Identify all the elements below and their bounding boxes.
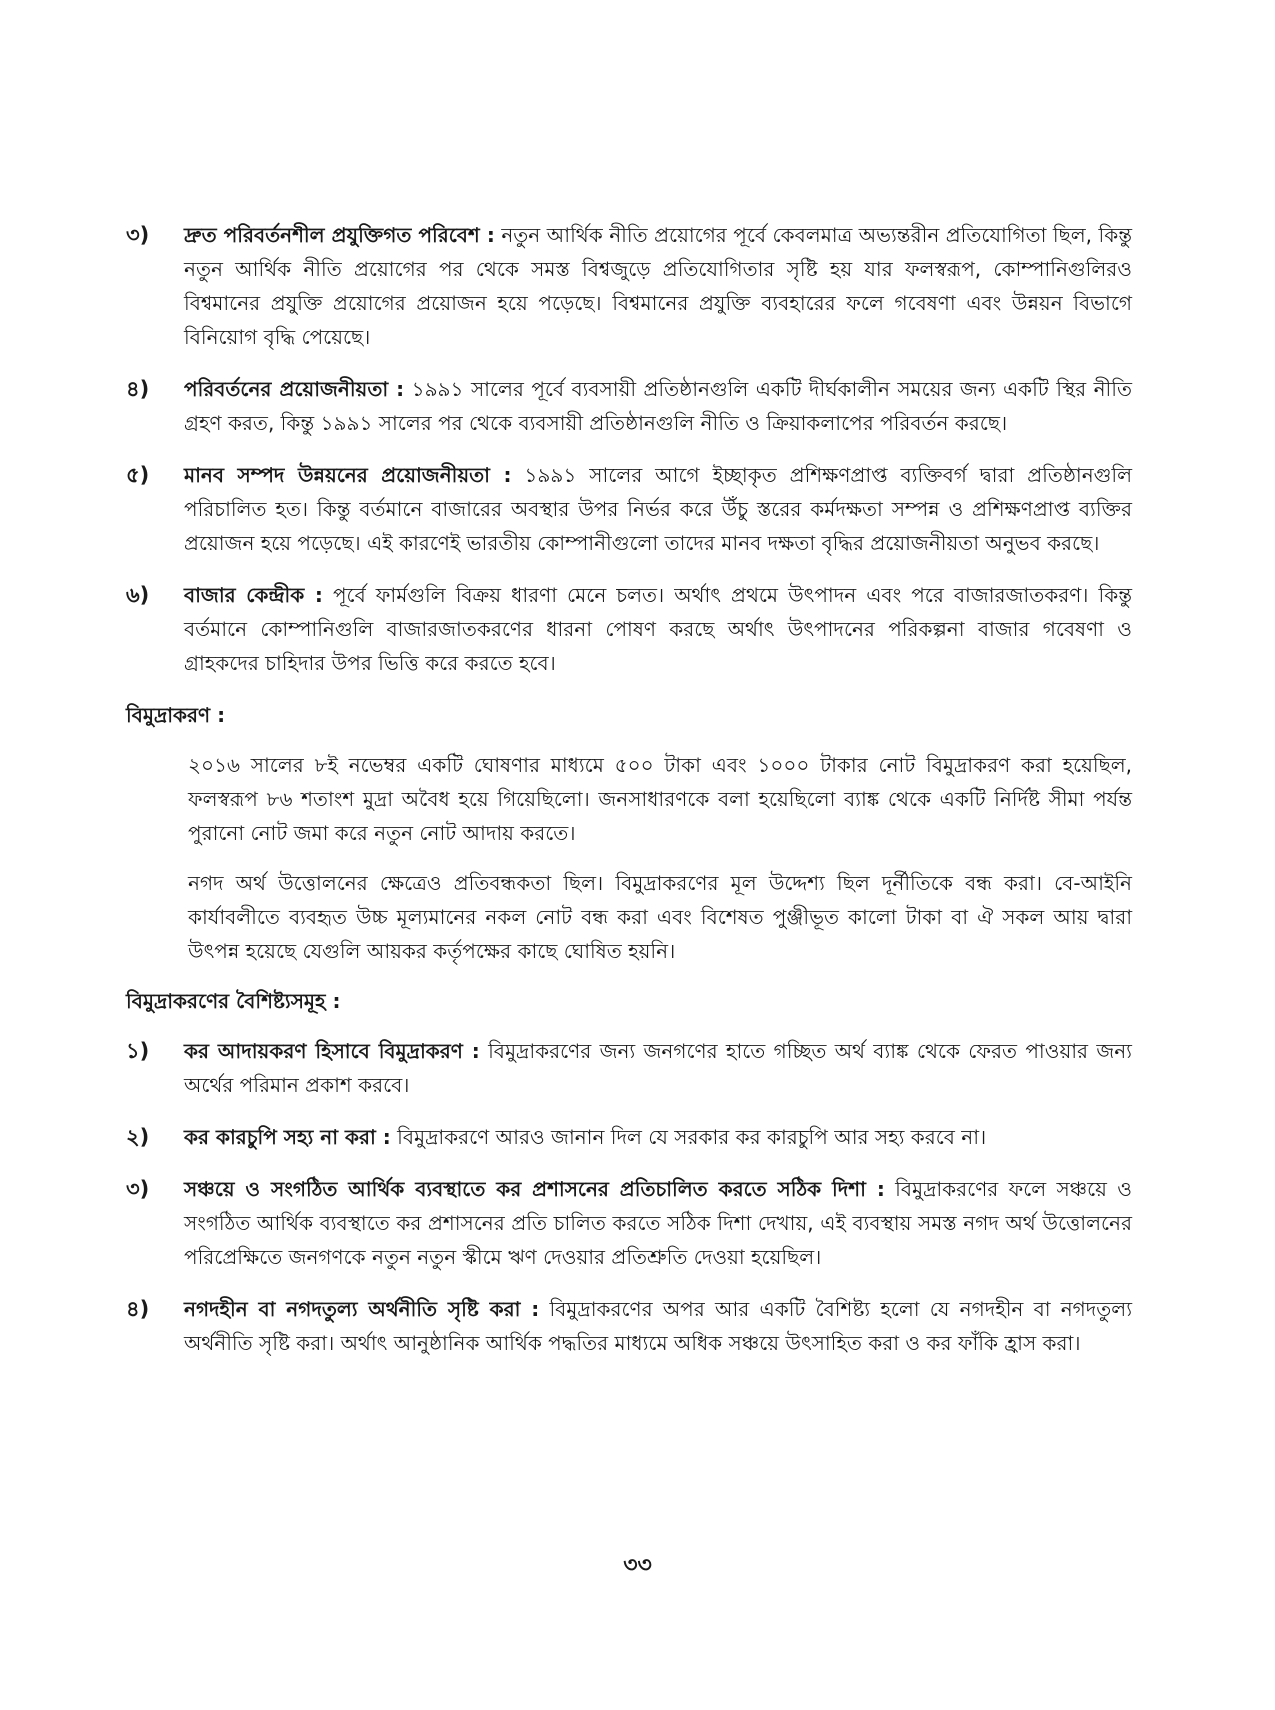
item-lead: দ্রুত পরিবর্তনশীল প্রযুক্তিগত পরিবেশ :	[184, 223, 495, 247]
item-number: ৩)	[126, 223, 150, 247]
list-item	[126, 1172, 1132, 1274]
item-body	[184, 1120, 1132, 1154]
item-number: ৫)	[126, 463, 150, 487]
page-content	[126, 218, 1132, 1378]
item-text: বিমুদ্রাকরণের ফলে সঞ্চয়ে ও সংগঠিত আর্থিক ব্যবস্থাতে কর প্রশাসনের প্রতি চালিত করতে সঠিক দিশা দেখায়, এই ব্যবস্থায় সমস্ত নগদ অর্থ উত্তোলনের পরিপ্রেক্ষিতে জনগণকে নতুন নতুন স্কীমে ঋণ দেওয়ার প্রতিশ্রুতি দেওয়া হয়েছিল।	[184, 1177, 1132, 1269]
item-lead: বাজার কেন্দ্রীক :	[184, 583, 323, 607]
list-item	[126, 578, 1132, 680]
paragraph: ২০১৬ সালের ৮ই নভেম্বর একটি ঘোষণার মাধ্যমে ৫০০ টাকা এবং ১০০০ টাকার নোট বিমুদ্রাকরণ করা হয়েছিল, ফলস্বরূপ ৮৬ শতাংশ মুদ্রা অবৈধ হয়ে গিয়েছিলো। জনসাধারণকে বলা হয়েছিলো ব্যাঙ্ক থেকে একটি নির্দিষ্ট সীমা পর্যন্ত পুরানো নোট জমা করে নতুন নোট আদায় করতে।	[188, 753, 1132, 845]
item-body	[184, 1172, 1132, 1274]
item-number: ১)	[126, 1039, 150, 1063]
item-lead: নগদহীন বা নগদতুল্য অর্থনীতি সৃষ্টি করা :	[184, 1297, 540, 1321]
item-number: ২)	[126, 1125, 150, 1149]
item-body	[184, 1034, 1132, 1102]
item-text: বিমুদ্রাকরণের অপর আর একটি বৈশিষ্ট্য হলো যে নগদহীন বা নগদতুল্য অর্থনীতি সৃষ্টি করা। অর্থাৎ আনুষ্ঠানিক আর্থিক পদ্ধতির মাধ্যমে অধিক সঞ্চয়ে উৎসাহিত করা ও কর ফাঁকি হ্রাস করা।	[184, 1297, 1132, 1355]
item-text: নতুন আর্থিক নীতি প্রয়োগের পূর্বে কেবলমাত্র অভ্যন্তরীন প্রতিযোগিতা ছিল, কিন্তু নতুন আর্থিক নীতি প্রয়োগের পর থেকে সমস্ত বিশ্বজুড়ে প্রতিযোগিতার সৃষ্টি হয় যার ফলস্বরূপ, কোম্পানিগুলিরও বিশ্বমানের প্রযুক্তি প্রয়োগের প্রয়োজন হয়ে পড়েছে। বিশ্বমানের প্রযুক্তি ব্যবহারের ফলে গবেষণা এবং উন্নয়ন বিভাগে বিনিয়োগ বৃদ্ধি পেয়েছে।	[184, 223, 1132, 349]
list-item	[126, 1120, 1132, 1154]
paragraph: নগদ অর্থ উত্তোলনের ক্ষেত্রেও প্রতিবন্ধকতা ছিল। বিমুদ্রাকরণের মূল উদ্দেশ্য ছিল দূর্নীতিকে বন্ধ করা। বে-আইনি কার্যাবলীতে ব্যবহৃত উচ্চ মূল্যমানের নকল নোট বন্ধ করা এবং বিশেষত পুঞ্জীভূত কালো টাকা বা ঐ সকল আয় দ্বারা উৎপন্ন হয়েছে যেগুলি আয়কর কর্তৃপক্ষের কাছে ঘোষিত হয়নি।	[188, 871, 1132, 963]
item-number: ৬)	[126, 583, 150, 607]
item-lead: মানব সম্পদ উন্নয়নের প্রয়োজনীয়তা :	[184, 463, 512, 487]
list-item	[126, 1034, 1132, 1102]
list-item	[126, 458, 1132, 560]
list-item	[126, 218, 1132, 354]
item-lead: কর কারচুপি সহ্য না করা :	[184, 1125, 391, 1149]
page-number: ৩৩	[623, 1553, 652, 1578]
section-heading: বিমুদ্রাকরণ :	[126, 703, 226, 727]
item-lead: পরিবর্তনের প্রয়োজনীয়তা :	[184, 377, 405, 401]
list-item	[126, 1292, 1132, 1360]
item-text: পূর্বে ফার্মগুলি বিক্রয় ধারণা মেনে চলত। অর্থাৎ প্রথমে উৎপাদন এবং পরে বাজারজাতকরণ। কিন্তু বর্তমানে কোম্পানিগুলি বাজারজাতকরণের ধারনা পোষণ করছে অর্থাৎ উৎপাদনের পরিকল্পনা বাজার গবেষণা ও গ্রাহকদের চাহিদার উপর ভিত্তি করে করতে হবে।	[184, 583, 1132, 675]
item-lead: কর আদায়করণ হিসাবে বিমুদ্রাকরণ :	[184, 1039, 480, 1063]
item-body	[184, 218, 1132, 354]
item-number: ৪)	[126, 377, 150, 401]
item-text: বিমুদ্রাকরণের জন্য জনগণের হাতে গচ্ছিত অর্থ ব্যাঙ্ক থেকে ফেরত পাওয়ার জন্য অর্থের পরিমান প্রকাশ করবে।	[184, 1039, 1132, 1097]
item-lead: সঞ্চয়ে ও সংগঠিত আর্থিক ব্যবস্থাতে কর প্রশাসনের প্রতিচালিত করতে সঠিক দিশা :	[184, 1177, 885, 1201]
item-text: ১৯৯১ সালের পূর্বে ব্যবসায়ী প্রতিষ্ঠানগুলি একটি দীর্ঘকালীন সময়ের জন্য একটি স্থির নীতি গ্রহণ করত, কিন্তু ১৯৯১ সালের পর থেকে ব্যবসায়ী প্রতিষ্ঠানগুলি নীতি ও ক্রিয়াকলাপের পরিবর্তন করছে।	[184, 377, 1132, 435]
item-body	[184, 1292, 1132, 1360]
item-text: বিমুদ্রাকরণে আরও জানান দিল যে সরকার কর কারচুপি আর সহ্য করবে না।	[390, 1125, 987, 1149]
list-item	[126, 372, 1132, 440]
item-number: ৪)	[126, 1297, 150, 1321]
item-text: ১৯৯১ সালের আগে ইচ্ছাকৃত প্রশিক্ষণপ্রাপ্ত ব্যক্তিবর্গ দ্বারা প্রতিষ্ঠানগুলি পরিচালিত হত। কিন্তু বর্তমানে বাজারের অবস্থার উপর নির্ভর করে উঁচু স্তরের কর্মদক্ষতা সম্পন্ন ও প্রশিক্ষণপ্রাপ্ত ব্যক্তির প্রয়োজন হয়ে পড়েছে। এই কারণেই ভারতীয় কোম্পানীগুলো তাদের মানব দক্ষতা বৃদ্ধির প্রয়োজনীয়তা অনুভব করছে।	[184, 463, 1133, 555]
item-body	[184, 578, 1132, 680]
item-body	[184, 458, 1132, 560]
item-number: ৩)	[126, 1177, 150, 1201]
item-body	[184, 372, 1132, 440]
section-heading: বিমুদ্রাকরণের বৈশিষ্ট্যসমূহ :	[126, 989, 341, 1013]
